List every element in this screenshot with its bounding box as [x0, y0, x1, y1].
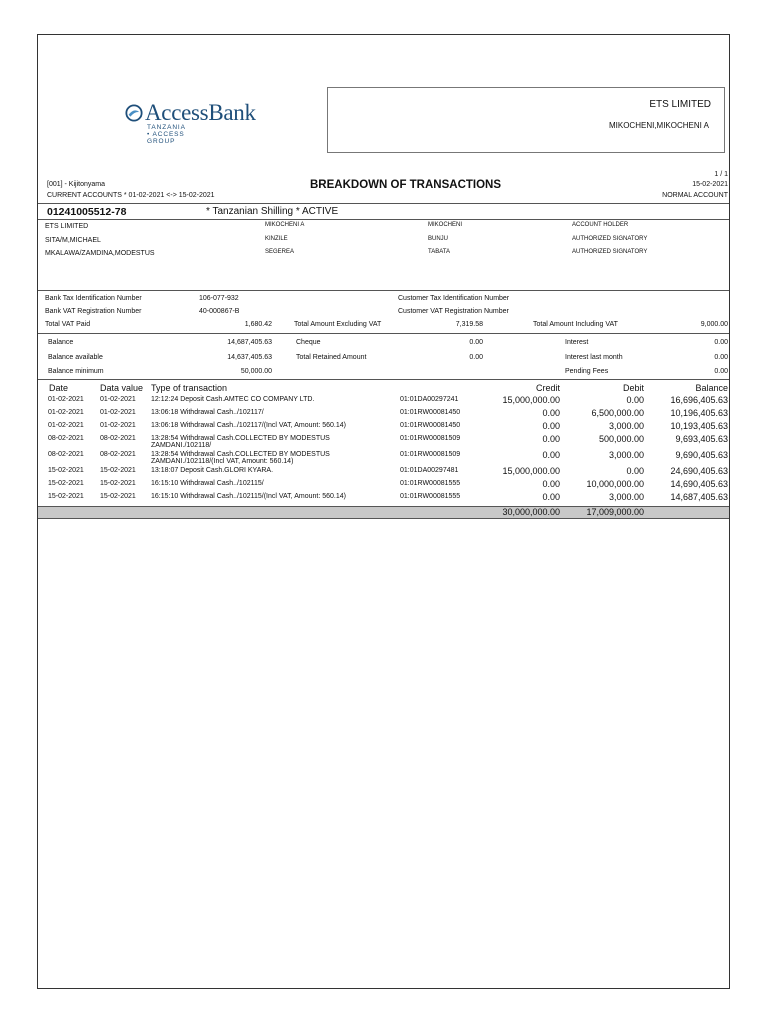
- customer-name: ETS LIMITED: [649, 99, 711, 110]
- customer-tin-label: Customer Tax Identification Number: [398, 295, 510, 302]
- bank-vrn-label: Bank VAT Registration Number: [45, 308, 142, 315]
- bank-tin: 106-077-932: [199, 295, 239, 302]
- tx-reference: 01:01DA00297241: [400, 396, 459, 403]
- holder-name: ETS LIMITED: [45, 223, 89, 230]
- divider: [38, 203, 729, 204]
- tx-value-date: 15-02-2021: [100, 480, 136, 487]
- available-value: 14,637,405.63: [227, 354, 272, 361]
- tx-description-cont: ZAMDANI./102118/(Incl VAT, Amount: 560.14): [151, 458, 294, 465]
- tx-date: 08-02-2021: [48, 435, 84, 442]
- interest-value: 0.00: [714, 339, 728, 346]
- tx-date: 15-02-2021: [48, 480, 84, 487]
- brand-name: AccessBank: [145, 100, 256, 125]
- interest-last-month-label: Interest last month: [565, 354, 623, 361]
- print-date: 15-02-2021: [692, 181, 728, 188]
- total-debit: 17,009,000.00: [586, 507, 644, 517]
- available-label: Balance available: [48, 354, 103, 361]
- page-title: BREAKDOWN OF TRANSACTIONS: [310, 179, 502, 191]
- customer-address-box: [327, 87, 725, 153]
- col-value-date: Data value: [100, 383, 144, 393]
- tx-value-date: 08-02-2021: [100, 435, 136, 442]
- tx-debit: 500,000.00: [598, 434, 644, 444]
- holder-address-2: MIKOCHENI: [428, 222, 463, 228]
- tx-date: 01-02-2021: [48, 396, 84, 403]
- tx-balance: 24,690,405.63: [670, 466, 728, 476]
- tx-value-date: 01-02-2021: [100, 409, 136, 416]
- minimum-label: Balance minimum: [48, 368, 104, 375]
- holder-address-2: TABATA: [428, 249, 451, 255]
- tx-description: 13:28:54 Withdrawal Cash.COLLECTED BY MODESTUS: [151, 435, 330, 442]
- total-vat: 1,680.42: [244, 321, 272, 328]
- tx-debit: 0.00: [626, 466, 644, 476]
- divider: [38, 290, 729, 291]
- retained-value: 0.00: [469, 354, 483, 361]
- tx-date: 01-02-2021: [48, 409, 84, 416]
- amount-incl-vat-label: Total Amount Including VAT: [533, 321, 618, 328]
- tx-reference: 01:01RW00081555: [400, 493, 461, 500]
- pending-fees-label: Pending Fees: [565, 368, 609, 375]
- tx-description: 12:12:24 Deposit Cash.AMTEC CO COMPANY LTD.: [151, 396, 315, 403]
- tx-balance: 9,693,405.63: [675, 434, 728, 444]
- customer-address: MIKOCHENI,MIKOCHENI A: [608, 121, 709, 130]
- tx-value-date: 15-02-2021: [100, 493, 136, 500]
- balance-value: 14,687,405.63: [227, 339, 272, 346]
- tx-value-date: 01-02-2021: [100, 422, 136, 429]
- col-balance: Balance: [695, 383, 728, 393]
- divider: [38, 333, 729, 334]
- amount-incl-vat: 9,000.00: [700, 321, 728, 328]
- pending-fees-value: 0.00: [714, 368, 728, 375]
- divider: [38, 379, 729, 380]
- bank-vrn: 40-000867-B: [199, 308, 240, 315]
- holder-role: ACCOUNT HOLDER: [572, 222, 629, 228]
- account-currency-status: * Tanzanian Shilling * ACTIVE: [206, 206, 339, 217]
- access-bank-logo-icon: [125, 104, 143, 122]
- tx-credit: 0.00: [542, 450, 560, 460]
- col-date: Date: [49, 383, 69, 393]
- tx-reference: 01:01RW00081509: [400, 451, 461, 458]
- tx-balance: 10,193,405.63: [670, 421, 728, 431]
- page-number: 1 / 1: [714, 171, 728, 178]
- brand-sub: TANZANIA • ACCESS GROUP: [147, 124, 186, 145]
- tx-credit: 0.00: [542, 408, 560, 418]
- holder-role: AUTHORIZED SIGNATORY: [572, 236, 648, 242]
- tx-date: 15-02-2021: [48, 467, 84, 474]
- account-number: 01241005512-78: [47, 206, 127, 218]
- statement-period: CURRENT ACCOUNTS * 01-02-2021 <-> 15-02-2021: [47, 192, 215, 199]
- account-type: NORMAL ACCOUNT: [662, 192, 728, 199]
- total-vat-label: Total VAT Paid: [45, 321, 91, 328]
- tx-date: 08-02-2021: [48, 451, 84, 458]
- amount-excl-vat: 7,319.58: [455, 321, 483, 328]
- tx-reference: 01:01DA00297481: [400, 467, 459, 474]
- tx-description: 13:06:18 Withdrawal Cash../102117/(Incl VAT, Amount: 560.14): [151, 422, 346, 429]
- tx-debit: 3,000.00: [608, 421, 644, 431]
- tx-reference: 01:01RW00081450: [400, 422, 461, 429]
- tx-debit: 3,000.00: [608, 492, 644, 502]
- holder-address-1: MIKOCHENI A: [265, 222, 305, 228]
- tx-value-date: 01-02-2021: [100, 396, 136, 403]
- tx-description: 13:18:07 Deposit Cash.GLORI KYARA.: [151, 467, 274, 474]
- total-credit: 30,000,000.00: [502, 507, 560, 517]
- branch: [001] - Kijitonyama: [47, 181, 105, 188]
- tx-description-cont: ZAMDANI./102118/: [151, 442, 212, 449]
- tx-description: 13:28:54 Withdrawal Cash.COLLECTED BY MODESTUS: [151, 451, 330, 458]
- minimum-value: 50,000.00: [240, 368, 272, 375]
- tx-debit: 0.00: [626, 395, 644, 405]
- tx-description: 16:15:10 Withdrawal Cash../102115/: [151, 480, 264, 487]
- cheque-label: Cheque: [296, 339, 321, 346]
- tx-balance: 9,690,405.63: [675, 450, 728, 460]
- tx-credit: 0.00: [542, 434, 560, 444]
- bank-tin-label: Bank Tax Identification Number: [45, 295, 142, 302]
- holder-name: SITA/M,MICHAEL: [45, 237, 101, 244]
- tx-balance: 14,690,405.63: [670, 479, 728, 489]
- tx-credit: 0.00: [542, 479, 560, 489]
- cheque-value: 0.00: [469, 339, 483, 346]
- tx-reference: 01:01RW00081509: [400, 435, 461, 442]
- tx-description: 13:06:18 Withdrawal Cash../102117/: [151, 409, 264, 416]
- holder-address-1: KINZILE: [265, 236, 288, 242]
- tx-reference: 01:01RW00081450: [400, 409, 461, 416]
- customer-vrn-label: Customer VAT Registration Number: [398, 308, 509, 315]
- holder-name: MKALAWA/ZAMDINA,MODESTUS: [45, 250, 155, 257]
- balance-label: Balance: [48, 339, 74, 346]
- retained-label: Total Retained Amount: [296, 354, 367, 361]
- tx-description: 16:15:10 Withdrawal Cash../102115/(Incl VAT, Amount: 560.14): [151, 493, 346, 500]
- tx-balance: 14,687,405.63: [670, 492, 728, 502]
- tx-debit: 10,000,000.00: [586, 479, 644, 489]
- holder-address-2: BUNJU: [428, 236, 449, 242]
- tx-debit: 3,000.00: [608, 450, 644, 460]
- holder-role: AUTHORIZED SIGNATORY: [572, 249, 648, 255]
- tx-balance: 10,196,405.63: [670, 408, 728, 418]
- tx-reference: 01:01RW00081555: [400, 480, 461, 487]
- interest-label: Interest: [565, 339, 589, 346]
- divider: [38, 219, 729, 220]
- tx-date: 01-02-2021: [48, 422, 84, 429]
- tx-balance: 16,696,405.63: [670, 395, 728, 405]
- tx-credit: 15,000,000.00: [502, 466, 560, 476]
- holder-address-1: SEGEREA: [265, 249, 295, 255]
- tx-credit: 15,000,000.00: [502, 395, 560, 405]
- tx-debit: 6,500,000.00: [591, 408, 644, 418]
- amount-excl-vat-label: Total Amount Excluding VAT: [294, 321, 382, 328]
- tx-date: 15-02-2021: [48, 493, 84, 500]
- col-credit: Credit: [535, 383, 560, 393]
- tx-value-date: 15-02-2021: [100, 467, 136, 474]
- tx-value-date: 08-02-2021: [100, 451, 136, 458]
- tx-credit: 0.00: [542, 492, 560, 502]
- col-type: Type of transaction: [151, 383, 228, 393]
- col-debit: Debit: [622, 383, 644, 393]
- interest-last-month-value: 0.00: [714, 354, 728, 361]
- tx-credit: 0.00: [542, 421, 560, 431]
